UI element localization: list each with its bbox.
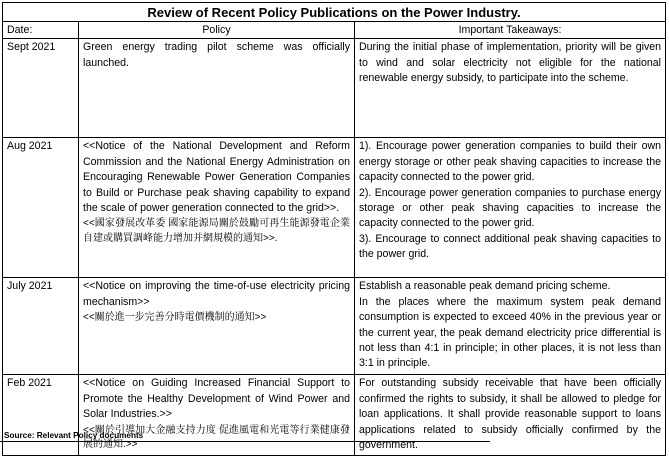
header-takeaways: Important Takeaways: — [355, 22, 666, 39]
policy-text: <<Notice on Guiding Increased Financial Support to Promote the Healthy Development of Wind Power and Solar Industries.>> — [83, 377, 350, 421]
row-policy — [79, 138, 355, 278]
policy-review-document — [2, 2, 665, 456]
row-date: Sept 2021 — [3, 39, 79, 138]
source-divider — [0, 441, 490, 442]
policy-text: <<Notice of the National Development and Reform Commission and the National Energy Administration on Encouraging Renewable Power Generation Companies to Build or Purchase peak shaving capability to expand the scale of power generation connected to the grid>>. — [83, 140, 350, 215]
takeaway-text: In the places where the maximum system peak demand consumption is expected to exceed 40% in the previous year or the current year, the peak demand electricity price differential is not less than 4:1 in principle; in other places, it is not less than 3:1 in principle. — [359, 295, 662, 370]
takeaway-text: 1). Encourage power generation companies to build their own energy storage or other peak shaving capacities to increase the capacity connected to the power grid. — [359, 140, 662, 184]
source-note: Source: Relevant Policy documents — [4, 431, 144, 440]
row-takeaways — [355, 39, 666, 138]
policy-text-chinese: <<關於引導加大金融支持力度 促進風電和光電等行業健康發展的通知.>> — [83, 424, 350, 450]
row-policy — [79, 278, 355, 375]
row-policy — [79, 39, 355, 138]
title-row — [3, 3, 666, 22]
row-takeaways — [355, 278, 666, 375]
policy-text: Green energy trading pilot scheme was officially launched. — [83, 41, 350, 69]
header-policy: Policy — [79, 22, 355, 39]
table-row — [3, 39, 666, 138]
row-date: Aug 2021 — [3, 138, 79, 278]
table-row — [3, 138, 666, 278]
policy-table — [2, 2, 666, 456]
policy-text: <<Notice on improving the time-of-use electricity pricing mechanism>> — [83, 280, 350, 308]
takeaway-text: Establish a reasonable peak demand pricing scheme. — [359, 280, 611, 293]
row-date: July 2021 — [3, 278, 79, 375]
row-takeaways — [355, 138, 666, 278]
header-date: Date: — [3, 22, 79, 39]
takeaway-text: For outstanding subsidy receivable that have been officially confirmed the rights to subsidy, it shall be allowed to pledge for loan applications. It shall provide reasonable support to loans applications related to subsidy officially confirmed by the government. — [359, 377, 662, 452]
takeaway-text: 2). Encourage power generation companies to purchase energy storage or other peak shaving capacities to increase the capacity connected to the power grid. — [359, 186, 662, 230]
table-title: Review of Recent Policy Publications on the Power Industry. — [3, 3, 666, 22]
row-date: Feb 2021 — [3, 375, 79, 456]
takeaway-text: During the initial phase of implementation, priority will be given to wind and solar electricity not eligible for the national renewable energy subsidy, to participate into the scheme. — [359, 41, 662, 85]
policy-text-chinese: <<國家發展改革委 國家能源局關於鼓勵可再生能源發電企業自建或購買調峰能力增加并網規模的通知>>. — [83, 218, 350, 244]
takeaway-text: 3). Encourage to connect additional peak shaving capacities to the power grid. — [359, 232, 662, 261]
table-row — [3, 278, 666, 375]
header-row — [3, 22, 666, 39]
policy-text-chinese: <<關於進一步完善分時電價機制的通知>> — [83, 312, 267, 324]
